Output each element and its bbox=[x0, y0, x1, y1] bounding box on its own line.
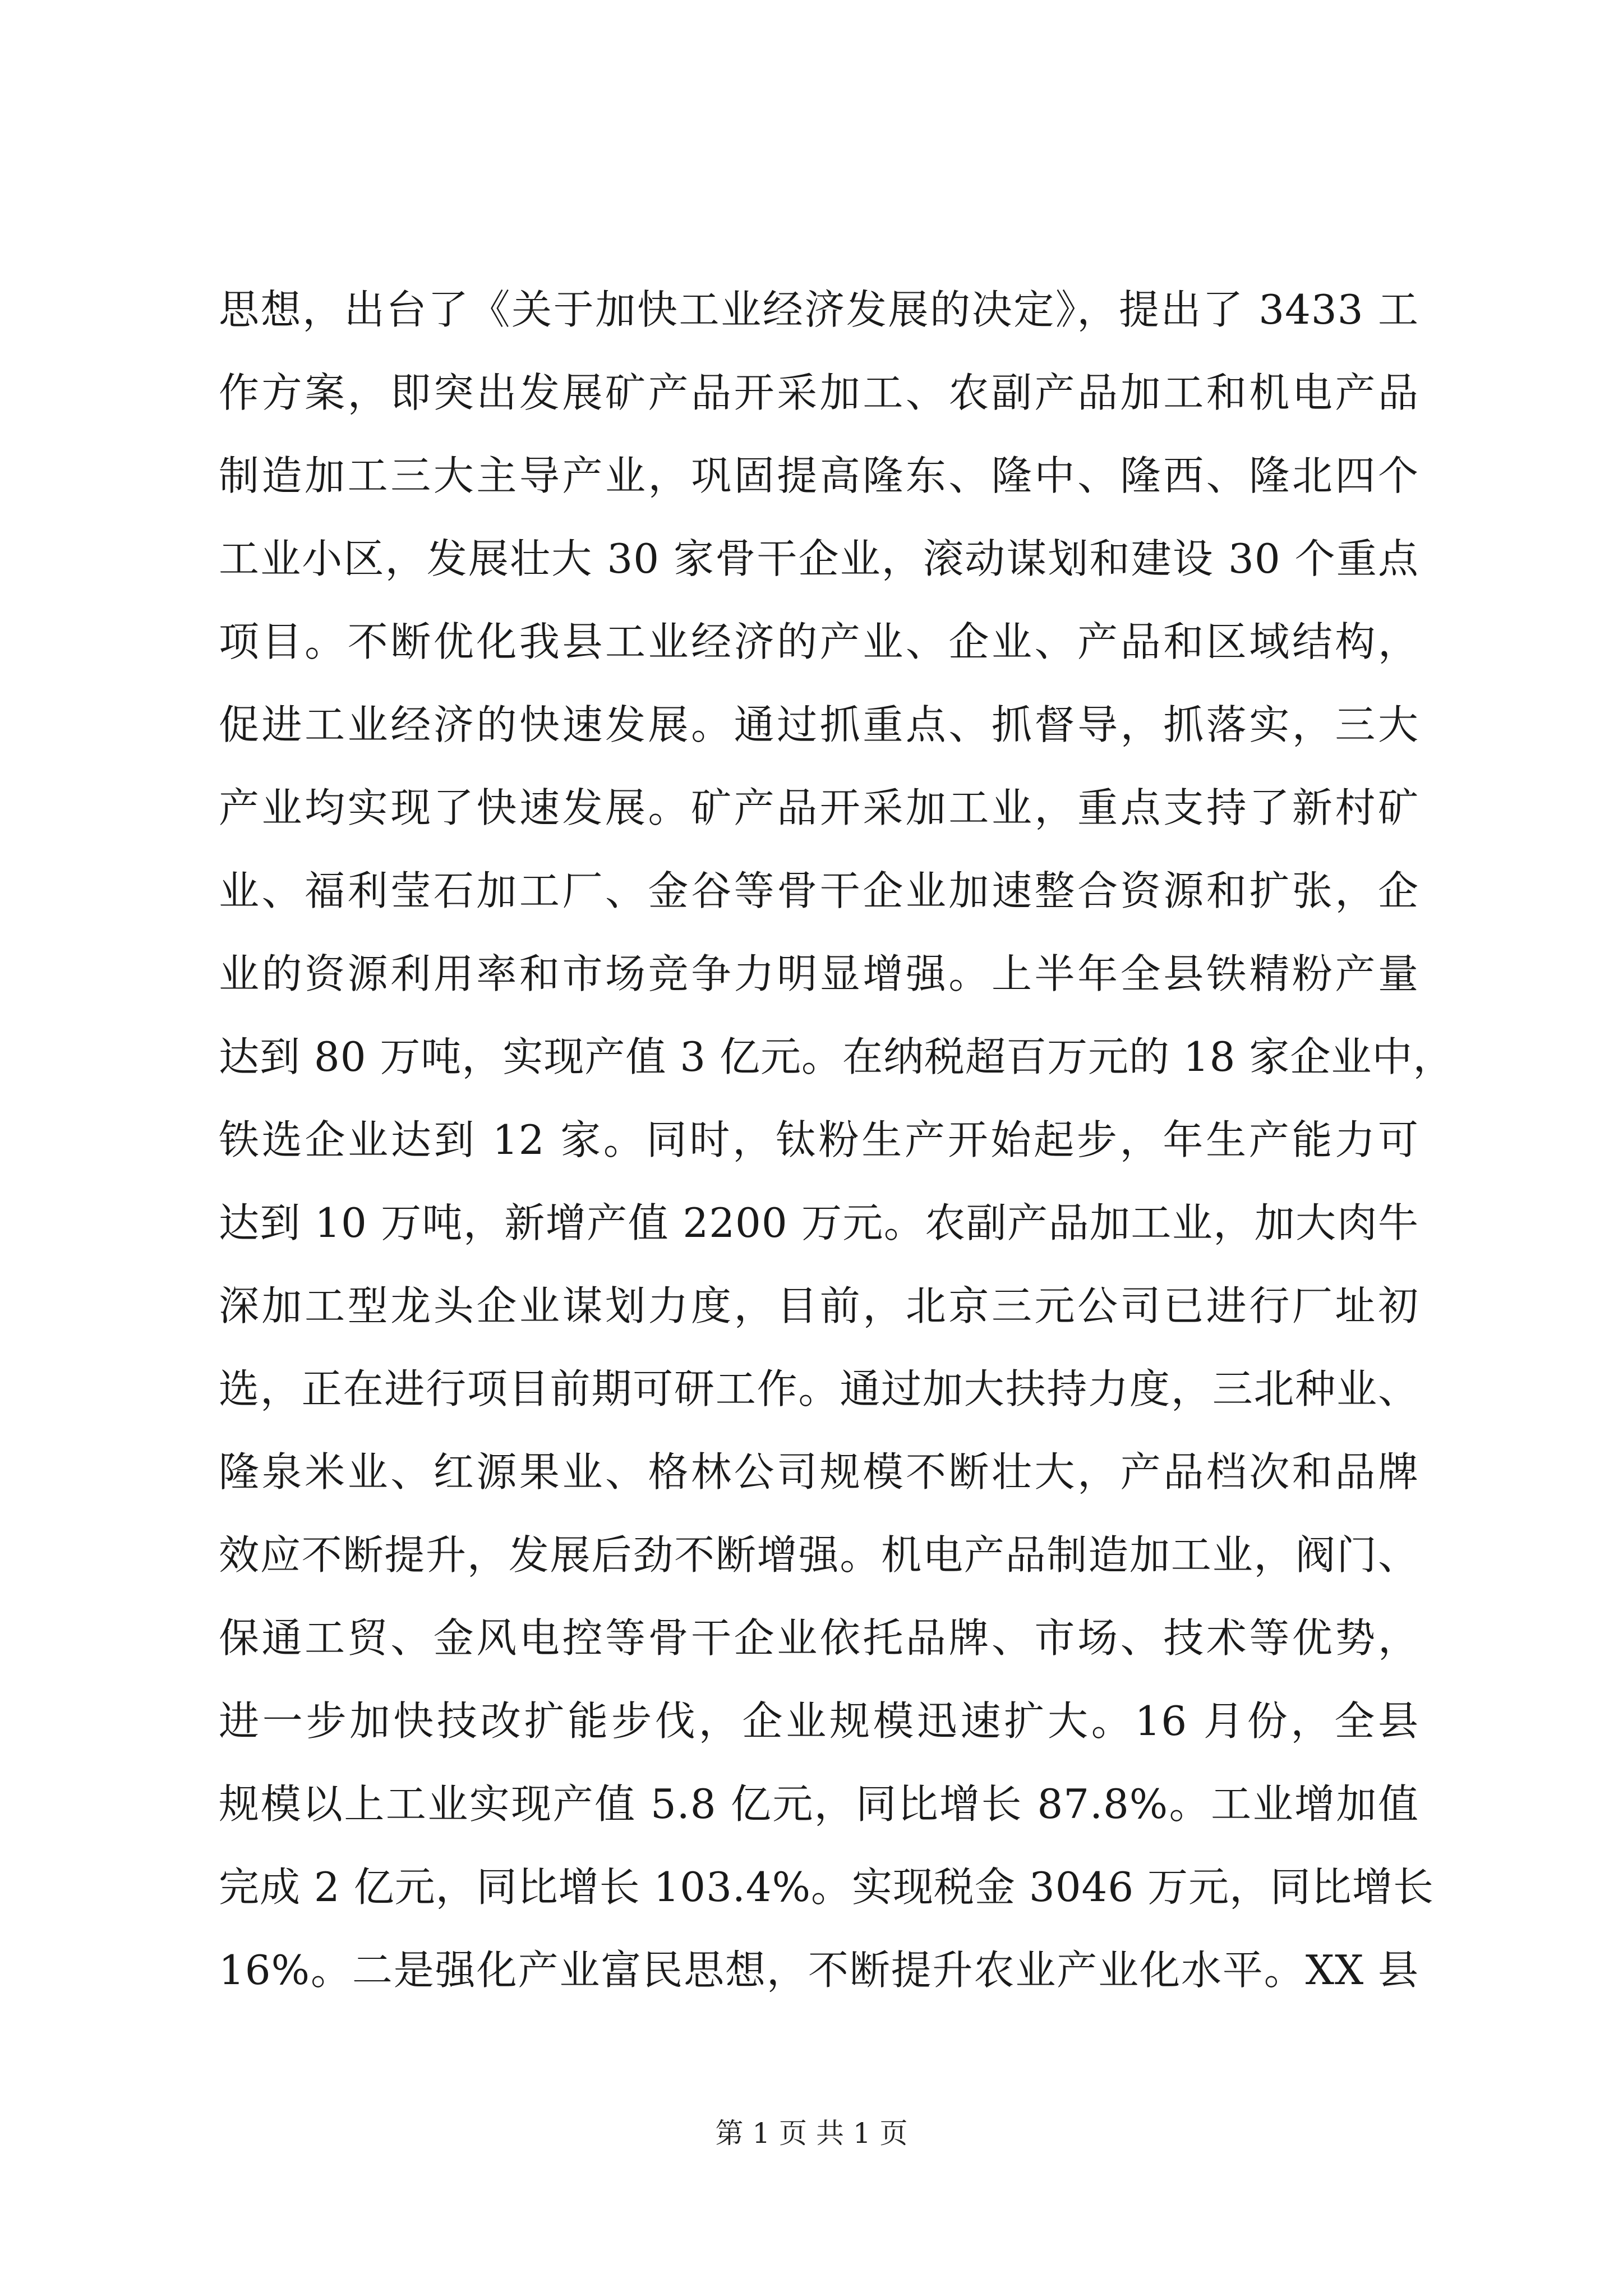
text-line: 达到 10 万吨，新增产值 2200 万元。农副产品加工业，加大肉牛 bbox=[219, 1199, 1419, 1246]
text-line: 16%。二是强化产业富民思想，不断提升农业产业化水平。XX 县 bbox=[219, 1947, 1419, 1994]
text-line: 铁选企业达到 12 家。同时，钛粉生产开始起步，年生产能力可 bbox=[219, 1116, 1419, 1163]
text-line: 完成 2 亿元，同比增长 103.4%。实现税金 3046 万元，同比增长 bbox=[219, 1864, 1435, 1911]
text-line: 规模以上工业实现产值 5.8 亿元，同比增长 87.8%。工业增加值 bbox=[219, 1780, 1419, 1828]
text-line: 产业均实现了快速发展。矿产品开采加工业，重点支持了新村矿 bbox=[219, 784, 1419, 831]
text-line: 隆泉米业、红源果业、格林公司规模不断壮大，产品档次和品牌 bbox=[219, 1448, 1419, 1496]
text-line: 工业小区，发展壮大 30 家骨干企业，滚动谋划和建设 30 个重点 bbox=[219, 535, 1419, 582]
text-line: 达到 80 万吨，实现产值 3 亿元。在纳税超百万元的 18 家企业中， bbox=[219, 1033, 1454, 1080]
text-line: 深加工型龙头企业谋划力度，目前，北京三元公司已进行厂址初 bbox=[219, 1282, 1419, 1329]
text-line: 选，正在进行项目前期可研工作。通过加大扶持力度，三北种业、 bbox=[219, 1365, 1419, 1412]
page-footer: 第 1 页 共 1 页 bbox=[715, 2117, 908, 2150]
text-line: 思想，出台了《关于加快工业经济发展的决定》，提出了 3433 工 bbox=[219, 286, 1419, 333]
text-line: 项目。不断优化我县工业经济的产业、企业、产品和区域结构， bbox=[219, 618, 1419, 665]
text-line: 制造加工三大主导产业，巩固提高隆东、隆中、隆西、隆北四个 bbox=[219, 452, 1419, 499]
text-line: 业、福利莹石加工厂、金谷等骨干企业加速整合资源和扩张，企 bbox=[219, 867, 1419, 914]
text-line: 作方案，即突出发展矿产品开采加工、农副产品加工和机电产品 bbox=[219, 369, 1419, 416]
body-paragraph bbox=[219, 268, 1454, 2012]
text-line: 进一步加快技改扩能步伐，企业规模迅速扩大。16 月份，全县 bbox=[219, 1697, 1419, 1745]
text-line: 保通工贸、金风电控等骨干企业依托品牌、市场、技术等优势， bbox=[219, 1614, 1419, 1662]
text-line: 效应不断提升，发展后劲不断增强。机电产品制造加工业，阀门、 bbox=[219, 1531, 1419, 1579]
text-line: 促进工业经济的快速发展。通过抓重点、抓督导，抓落实，三大 bbox=[219, 701, 1419, 748]
text-line: 业的资源利用率和市场竞争力明显增强。上半年全县铁精粉产量 bbox=[219, 950, 1419, 997]
